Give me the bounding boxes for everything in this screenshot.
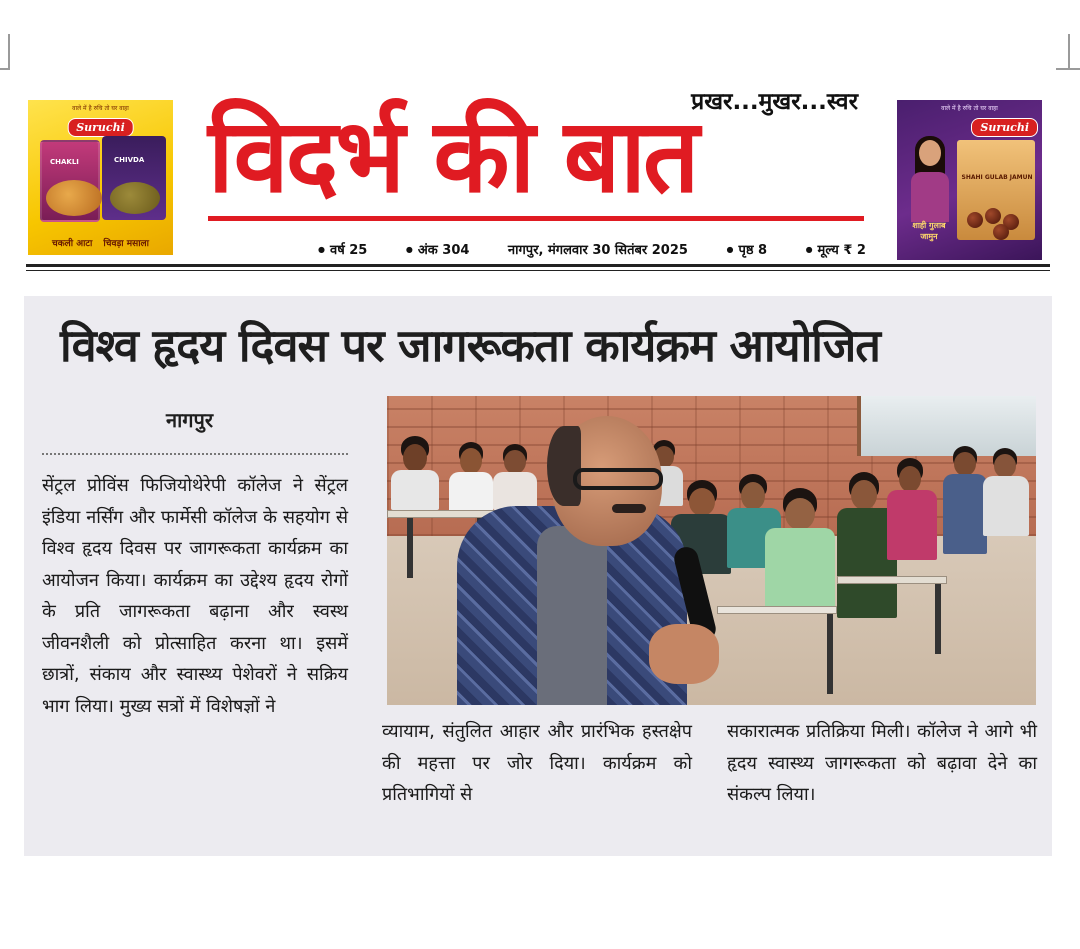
desk	[837, 576, 947, 584]
glasses-icon	[573, 468, 663, 490]
masthead-rule	[26, 264, 1050, 267]
meta-issue: ● अंक 304	[406, 240, 470, 258]
audience-member	[403, 444, 427, 472]
meta-price: ● मूल्य ₹ 2	[806, 240, 866, 258]
ad-brand-logo: Suruchi	[67, 118, 134, 137]
meta-year: ● वर्ष 25	[318, 240, 367, 258]
crop-mark-left-h	[0, 68, 10, 70]
ad-footer: शाही गुलाब जामुन	[912, 221, 946, 241]
ad-model-image	[905, 136, 955, 226]
ad-footer-item: चकली आटा	[52, 239, 93, 249]
desk-leg	[827, 614, 833, 694]
ad-brand-logo: Suruchi	[971, 118, 1038, 137]
ad-footer	[28, 236, 173, 249]
article-dateline: नागपुर	[166, 408, 214, 432]
audience-member	[741, 482, 765, 510]
advertisement-right[interactable]	[897, 100, 1042, 260]
speaker-hair	[547, 426, 581, 506]
desk	[717, 606, 837, 614]
jamun-image	[985, 208, 1001, 224]
audience-member	[954, 452, 976, 476]
audience-member	[899, 466, 921, 492]
audience-member	[765, 528, 835, 608]
audience-member	[943, 474, 987, 554]
speaker-vest	[537, 526, 607, 705]
audience-member	[785, 498, 815, 530]
article-column-1: सेंट्रल प्रोविंस फिजियोथेरेपी कॉलेज ने सेंट्रल इंडिया नर्सिंग और फार्मेसी कॉलेज के सहयोग से विश्व हृदय दिवस पर जागरूकता कार्यक्रम का आयोजन किया। कार्यक्रम का उद्देश्य हृदय रोगों के प्रति जागरूकता बढ़ाना और स्वस्थ जीवनशैली को प्रोत्साहित करना था। इसमें छात्रों, संकाय और स्वास्थ्य पेशेवरों ने सक्रिय भाग लिया। मुख्य सत्रों में विशेषज्ञों ने	[42, 475, 348, 717]
desk-leg	[935, 584, 941, 654]
ad-tagline: वाले में है रुचि तो घर वाहा	[941, 105, 998, 112]
meta-dateline: नागपुर, मंगलवार 30 सितंबर 2025	[507, 243, 688, 258]
audience-member	[449, 472, 493, 512]
dotted-divider	[42, 453, 348, 455]
meta-page: ● पृष्ठ 8	[726, 240, 767, 258]
desk-leg	[407, 518, 413, 578]
ad-tagline: वाले में है रुचि तो घर वाहा	[72, 105, 129, 112]
article-column-2: व्यायाम, संतुलित आहार और प्रारंभिक हस्तक्षेप की महत्ता पर जोर दिया। कार्यक्रम को प्रतिभागियों से	[382, 721, 692, 805]
crop-mark-right	[1068, 34, 1080, 70]
audience-member	[994, 454, 1016, 478]
audience-member	[887, 490, 937, 560]
audience-member	[851, 480, 877, 510]
news-article	[24, 296, 1052, 856]
article-headline: विश्व हृदय दिवस पर जागरूकता कार्यक्रम आयोजित	[60, 319, 880, 372]
pack-label-chakli: CHAKLI	[50, 158, 79, 166]
audience-member	[493, 472, 537, 510]
audience-member	[460, 448, 482, 474]
jamun-image	[993, 224, 1009, 240]
newspaper-title: विदर्भ की बात	[208, 97, 697, 216]
article-column-3: सकारात्मक प्रतिक्रिया मिली। कॉलेज ने आगे भी हृदय स्वास्थ्य जागरूकता को बढ़ावा देने का संकल्प लिया।	[727, 721, 1037, 805]
crop-mark-left	[0, 34, 10, 70]
crop-mark-right-h	[1056, 68, 1080, 70]
audience-member	[689, 488, 715, 516]
ad-footer-item: चिवड़ा मसाला	[103, 239, 149, 249]
photo-window	[857, 396, 1036, 456]
speaker-mustache	[612, 504, 646, 513]
snack-image	[46, 180, 102, 216]
product-name: SHAHI GULAB JAMUN	[961, 174, 1033, 181]
title-underline	[208, 216, 864, 221]
advertisement-left[interactable]	[28, 100, 173, 255]
audience-member	[983, 476, 1029, 536]
speaker-hand	[649, 624, 719, 684]
pack-label-chivda: CHIVDA	[114, 156, 145, 164]
article-photo[interactable]	[387, 396, 1036, 705]
jamun-image	[967, 212, 983, 228]
audience-member	[504, 450, 526, 474]
issue-meta	[318, 240, 866, 258]
audience-member	[391, 470, 439, 510]
masthead-rule	[26, 270, 1050, 271]
masthead-slogan: प्रखर...मुखर...स्वर	[691, 89, 858, 115]
snack-image	[110, 182, 160, 214]
